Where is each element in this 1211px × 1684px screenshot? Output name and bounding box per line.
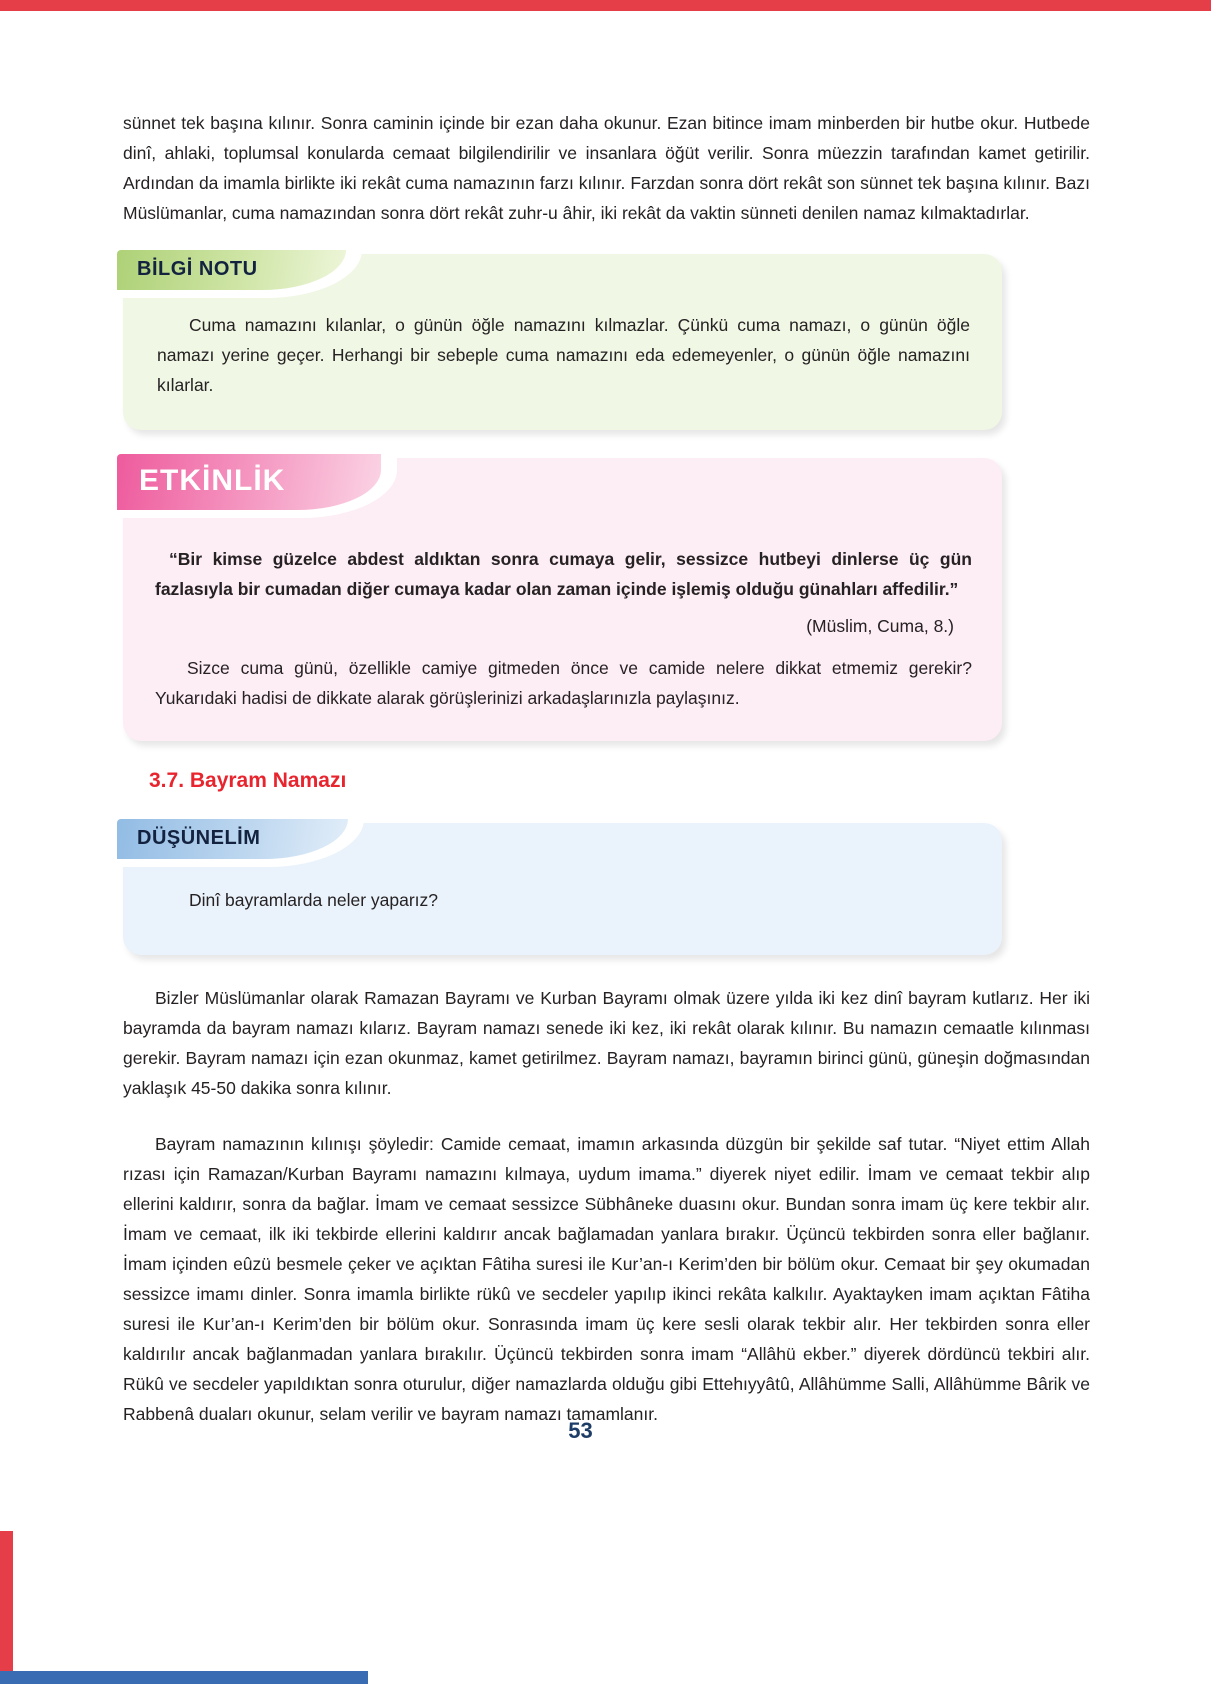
- dusunelim-tab-shape: [117, 819, 348, 859]
- bilgi-notu-box: [123, 254, 1002, 430]
- dusunelim-text: Dinî bayramlarda neler yaparız?: [189, 890, 439, 910]
- etkinlik-tab: [117, 454, 397, 518]
- bilgi-notu-tab-shape: [117, 250, 346, 290]
- etkinlik-box: [123, 458, 1002, 741]
- bayram-paragraph-2: Bayram namazının kılınışı şöyledir: Camide cemaat, imamın arkasında düzgün bir şekilde saf tutar. “Niyet ettim Allah rızası için Ramazan/Kurban Bayramı namazını kılmaya, uydum imama.” diyerek niyet edilir. İmam ve cemaat tekbir alıp ellerini kaldırır, sonra da bağlar. İmam ve cemaat sessizce Sübhâneke duasını okur. Bundan sonra imam üç kere tekbir alır. İmam ve cemaat, ilk iki tekbirde ellerini kaldırır ancak bağlamadan yanlara bırakır. Üçüncü tekbirden sonra eller bağlanır. İmam içinden eûzü besmele çeker ve açıktan Fâtiha suresi ile Kur’an-ı Kerim’den bir bölüm okur. Cemaat bir şey okumadan sessizce imamı dinler. Sonra imamla birlikte rükû ve secdeler yapılıp ikinci rekâta kalkılır. Ayaktayken imam açıktan Fâtiha suresi ile Kur’an-ı Kerim’den bir bölüm okur. Sonrasında imam üç kere sesli olarak tekbir alır. Her tekbirden sonra eller kaldırılır ancak bağlanmadan yanlara bırakılır. Üçüncü tekbirden sonra imam “Allâhü ekber.” diyerek dördüncü tekbiri alır. Rükû ve secdeler yapıldıktan sonra oturulur, diğer namazlarda olduğu gibi Ettehıyyâtû, Allâhümme Salli, Allâhümme Bârik ve Rabbenâ duaları okunur, selam verilir ve bayram namazı tamamlanır.: [123, 1134, 1090, 1424]
- page-number: 53: [568, 1418, 593, 1443]
- etkinlik-citation: (Müslim, Cuma, 8.): [806, 616, 954, 636]
- intro-paragraph: sünnet tek başına kılınır. Sonra caminin içinde bir ezan daha okunur. Ezan bitince imam minberden bir hutbe okur. Hutbede dinî, ahlaki, toplumsal konularda cemaat bilgilendirilir ve insanlara öğüt verilir. Sonra müezzin tarafından kamet getirilir. Ardından da imamla birlikte iki rekât cuma namazının farzı kılınır. Farzdan sonra dört rekât son sünnet tek başına kılınır. Bazı Müslümanlar, cuma namazından sonra dört rekât zuhr-u âhir, iki rekât da vaktin sünneti denilen namaz kılmaktadırlar.: [123, 113, 1090, 223]
- left-red-bar: [0, 1531, 13, 1671]
- bottom-blue-bar: [0, 1671, 368, 1684]
- etkinlik-tab-shape: [117, 454, 381, 510]
- etkinlik-question: Sizce cuma günü, özellikle camiye gitmeden önce ve camide nelere dikkat etmemiz gerekir? Yukarıdaki hadisi de dikkate alarak görüşlerinizi arkadaşlarınızla paylaşınız.: [155, 658, 972, 708]
- bilgi-notu-text: Cuma namazını kılanlar, o günün öğle namazını kılmazlar. Çünkü cuma namazı, o günün öğle namazı yerine geçer. Herhangi bir sebeple cuma namazını eda edemeyenler, o günün öğle namazını kılarlar.: [157, 315, 970, 395]
- bilgi-notu-title: BİLGİ NOTU: [137, 258, 258, 280]
- section-heading: 3.7. Bayram Namazı: [149, 769, 347, 792]
- etkinlik-quote: “Bir kimse güzelce abdest aldıktan sonra cumaya gelir, sessizce hutbeyi dinlerse üç gün fazlasıyla bir cumadan diğer cumaya kadar olan zaman içinde işlemiş olduğu günahları affedilir.”: [155, 549, 972, 599]
- dusunelim-box: [123, 823, 1002, 955]
- etkinlik-title: ETKİNLİK: [139, 464, 286, 497]
- bayram-paragraph-1: Bizler Müslümanlar olarak Ramazan Bayramı ve Kurban Bayramı olmak üzere yılda iki kez dinî bayram kutlarız. Her iki bayramda da bayram namazı kılarız. Bayram namazı senede iki kez, iki rekât olarak kılınır. Bu namazın cemaatle kılınması gerekir. Bayram namazı için ezan okunmaz, kamet getirilmez. Bayram namazı, bayramın birinci günü, güneşin doğmasından yaklaşık 45-50 dakika sonra kılınır.: [123, 988, 1090, 1098]
- dusunelim-title: DÜŞÜNELİM: [137, 827, 261, 849]
